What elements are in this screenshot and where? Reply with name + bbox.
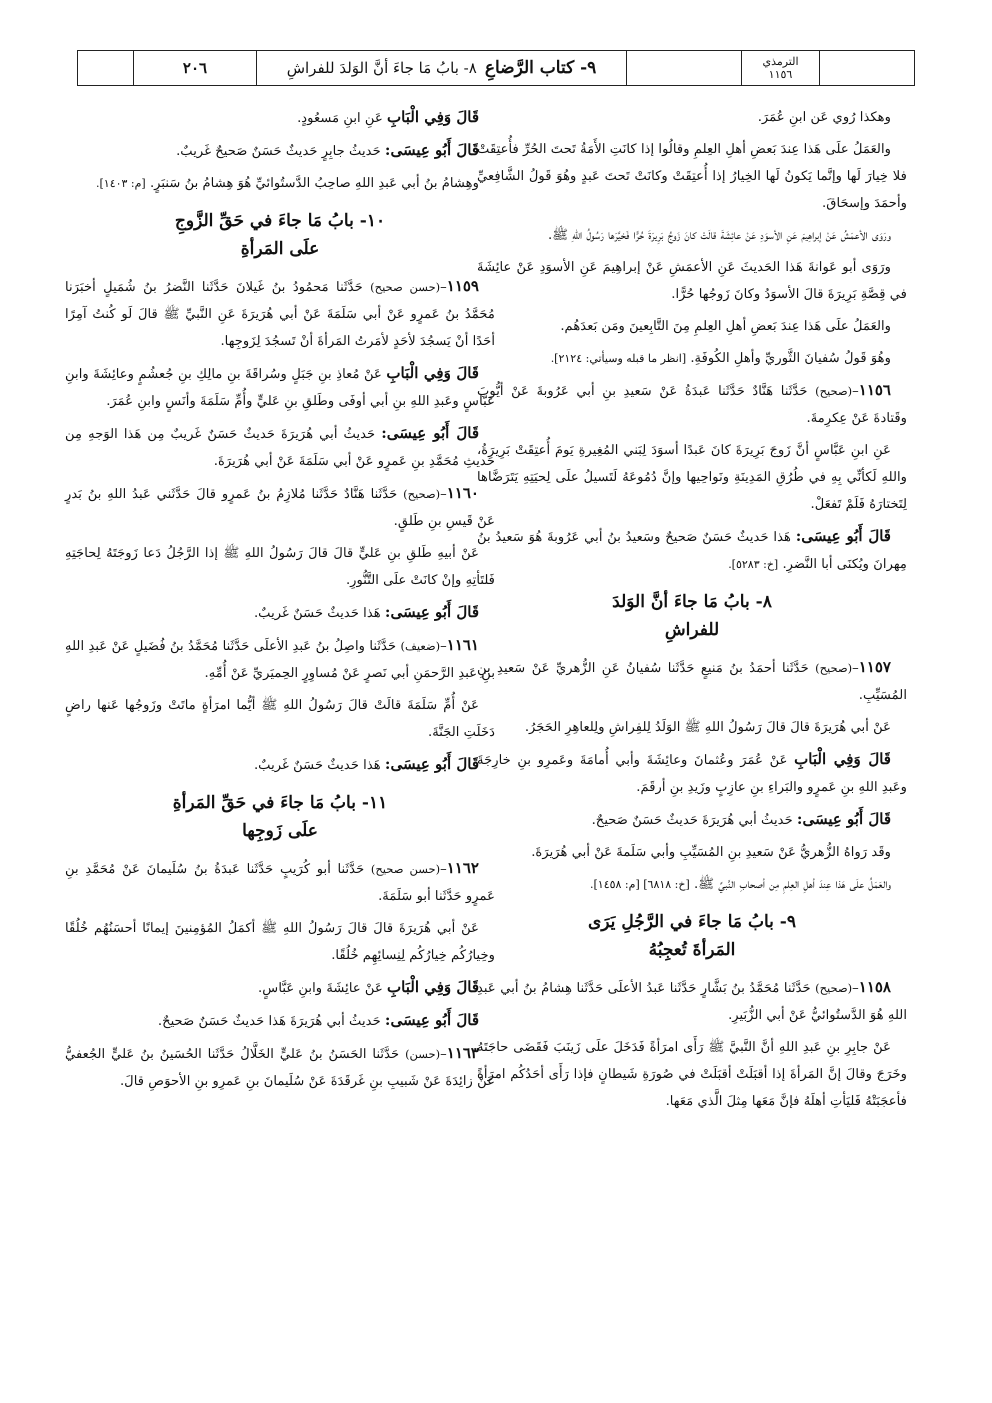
header-empty-cell-right: [819, 51, 914, 85]
chapter-heading-line: المَرأةَ تُعجِبُهُ: [648, 940, 736, 960]
hadith-matn: عَنْ أبي هُرَيرَةَ قالَ قالَ رَسُولُ اللهِ ﷺ الوَلَدُ لِلفِراشِ ولِلعاهِرِ الحَجَرُ.: [524, 720, 891, 735]
paragraph: والعَمَلُ علَى هَذا عِندَ بَعضِ أهلِ العِلمِ مِنَ التَّابِعينَ ومَن بَعدَهُم.: [560, 319, 891, 334]
bab-comment: [65, 104, 495, 132]
running-title: [256, 51, 626, 85]
comment-text: حَديثُ أبي هُرَيرَةَ حَديثٌ حَسَنٌ صَحيحٌ.: [591, 813, 793, 828]
comment-text: عَنْ عائِشَةَ وابنِ عَبَّاسٍ.: [258, 981, 383, 996]
hadith-1157: ١١٥٧–(صحيح) حَدَّثَنا أحمَدُ بنُ مَنيعٍ حَدَّثَنا سُفيانُ عَنِ الزُّهريِّ عَنْ سَعيدِ بنِ المُسَيِّبِ.: [477, 658, 907, 703]
hadith-grade: (ضعيف): [400, 639, 441, 653]
paragraph: [65, 170, 495, 197]
hadith-number: ١١٦١: [446, 636, 479, 654]
hadith-range: ١١٥٦: [768, 68, 793, 81]
reference: [انظر ما قبله وسيأتي: ٢١٢٤].: [550, 352, 687, 365]
chapter-heading-line: للفراشِ: [664, 620, 720, 640]
comment-text: حَديثُ أبي هُرَيرَةَ هَذا حَديثٌ حَسَنٌ صَحيحٌ.: [157, 1014, 381, 1029]
chapter-title: ٨- بابُ مَا جاءَ أنَّ الوَلدَ للفراشِ: [286, 59, 477, 77]
page-header: [77, 50, 915, 86]
hadith-1162: ١١٦٢–(حسن صحيح) حَدَّثَنا أبو كُرَيبٍ حَدَّثَنا عَبدَةُ بنُ سُلَيمانَ عَنْ مُحَمَّدِ بنِ عَمرٍو حَدَّثَنا أبو سَلَمَةَ.: [65, 859, 495, 904]
chapter-heading-line: ١٠- بابُ مَا جاءَ في حَقِّ الزَّوجِ: [174, 211, 386, 231]
source-name: الترمذي: [762, 55, 799, 68]
hadith-1160: ١١٦٠–(صحيح) حَدَّثَنا هَنَّادٌ حَدَّثَنا مُلازِمُ بنُ عَمرٍو قالَ حَدَّثَني عَبدُ اللهِ بنُ بَدرٍ عَنْ قَيسِ بنِ طَلقٍ.: [65, 484, 495, 529]
hadith-matn: عَنْ أبيهِ طَلقِ بنِ عَليٍّ قالَ قالَ رَسُولُ اللهِ ﷺ إذا الرَّجُلُ دَعا زَوجَتَهُ لِحاجَتِهِ فَلتَأتِهِ وإنْ كانَتْ علَى التَّنُّورِ.: [65, 546, 495, 588]
comment-text: عَنْ مُعاذِ بنِ جَبَلٍ وسُراقَةَ بنِ مالِكِ بنِ جُعشُمٍ وعائِشَةَ وابنِ عَبَّاسٍ وعَبدِ اللهِ بنِ أبي أوفَى وطَلقِ بنِ عَليٍّ وأُمِّ سَلَمَةَ وأنَسٍ وابنِ عُمَرَ.: [65, 367, 495, 409]
hadith-reference: [741, 51, 819, 85]
hadith-matn: عَنْ أُمِّ سَلَمَةَ قالَتْ قالَ رَسُولُ اللهِ ﷺ أيُّما امرَأةٍ ماتَتْ وزَوجُها عَنها راضٍ دَخَلَتِ الجَنَّةَ.: [65, 698, 495, 740]
hadith-grade: (حسن): [405, 1047, 441, 1061]
abu-isa-label: قَالَ أَبُو عِيسَى:: [796, 810, 891, 828]
hadith-isnad: حَدَّثَنا هَنَّادٌ حَدَّثَنا عَبدَةُ عَنْ سَعيدِ بنِ أبي عَرُوبةَ عَنْ أيُّوبَ وقَتادةَ عَنْ عِكرِمةَ.: [477, 384, 907, 426]
hadith-number: ١١٦٣: [446, 1044, 479, 1062]
hadith-isnad: حَدَّثَنا أبو كُرَيبٍ حَدَّثَنا عَبدَةُ بنُ سُلَيمانَ عَنْ مُحَمَّدِ بنِ عَمرٍو حَدَّثَنا أبو سَلَمَةَ.: [65, 862, 495, 904]
hadith-grade: (حسن صحيح): [370, 862, 441, 876]
bab-label: قَالَ وَفِي الْبَابِ: [386, 364, 479, 382]
paragraph: والعَمَلُ علَى هَذا عِندَ بَعضِ أهلِ العِلمِ وقالُوا إذا كانَتِ الأَمَةُ تَحتَ الحُرِّ فأُعتِقَتْ فلا خِيارَ لَها وإنَّما يَكونُ لَها الخِيارُ إذا أُعتِقَتْ وكانَتْ تَحتَ عَبدٍ وهُوَ قَولُ الشَّافِعيِّ وأحمَدَ وإسحَاقَ.: [477, 142, 907, 211]
paragraph: [477, 871, 907, 898]
comment-text: عَنْ عُمَرَ وعُثمانَ وعائِشَةَ وأبي أُمامَةَ وعَمرِو بنِ خارِجَةَ وعَبدِ اللهِ بنِ عَمرٍو والبَراءِ بنِ عازِبٍ وزَيدِ بنِ أرقَمَ.: [477, 753, 907, 795]
hadith-isnad: حَدَّثَنا واصِلُ بنُ عَبدِ الأعلَى حَدَّثَنا مُحَمَّدُ بنُ فُضَيلٍ عَنْ عَبدِ اللهِ بنِ عَبدِ الرَّحمَنِ أبي نَصرٍ عَنْ مُساوِرٍ الحِميَريِّ عَنْ أُمِّهِ.: [65, 639, 495, 681]
abu-isa-comment: [65, 420, 495, 475]
abu-isa-comment: [477, 806, 907, 834]
hadith-1158: ١١٥٨–(صحيح) حَدَّثَنا مُحَمَّدُ بنُ بَشَّارٍ حَدَّثَنا عَبدُ الأعلَى حَدَّثَنا هِشامُ بنُ أبي عَبدِ اللهِ هُوَ الدَّستُوائيُّ عَنْ أبي الزُّبَيرِ.: [477, 978, 907, 1023]
header-empty-cell-middle: [626, 51, 741, 85]
hadith-isnad: حَدَّثَنا هَنَّادٌ حَدَّثَنا مُلازِمُ بنُ عَمرٍو قالَ حَدَّثَني عَبدُ اللهِ بنُ بَدرٍ عَنْ قَيسِ بنِ طَلقٍ.: [65, 487, 495, 529]
hadith-isnad: حَدَّثَنا مَحمُودُ بنُ غَيلانَ حَدَّثَنا النَّضرُ بنُ شُمَيلٍ أخبَرَنا مُحَمَّدُ بنُ عَمرٍو عَنْ أبي سَلَمَةَ عَنْ أبي هُرَيرَةَ عَنِ النَّبيِّ ﷺ قالَ لَو كُنتُ آمِرًا أحَدًا أنْ يَسجُدَ لأحَدٍ لأمَرتُ المَرأةَ أنْ تَسجُدَ لِزَوجِها.: [65, 280, 495, 349]
bab-comment: [65, 360, 495, 415]
chapter-heading-line: ٩- بابُ مَا جاءَ في الرَّجُلِ يَرَى: [588, 912, 796, 932]
paragraph-text: وهِشامُ بنُ أبي عَبدِ اللهِ صاحِبُ الدَّستُوائيِّ هُوَ هِشامُ بنُ سَنبَرٍ.: [149, 176, 479, 191]
abu-isa-comment: [65, 751, 495, 779]
abu-isa-label: قَالَ أَبُو عِيسَى:: [384, 1011, 479, 1029]
reference: [خ: ٦٨١٨] [م: ١٤٥٨].: [590, 878, 690, 891]
paragraph-text: والعَمَلُ علَى هَذا عِندَ أهلِ العِلمِ مِن أصحابِ النَّبيِّ ﷺ.: [693, 877, 891, 892]
chapter-heading-10: [65, 207, 495, 263]
hadith-number: ١١٦٢: [446, 859, 479, 877]
reference: [خ: ٥٢٨٣].: [728, 558, 779, 571]
header-empty-cell-left: [78, 51, 133, 85]
abu-isa-label: قَالَ أَبُو عِيسَى:: [384, 141, 479, 159]
hadith-matn: عَنْ جابِرِ بنِ عَبدِ اللهِ أنَّ النَّبيَّ ﷺ رَأَى امرَأةً فَدَخَلَ علَى زَينَبَ فَقَضَى حاجَتَهُ وخَرَجَ وقالَ إنَّ المَرأةَ إذا أقبَلَتْ أقبَلَتْ في صُورَةِ شَيطانٍ فإذا رَأَى أحَدُكُم امرَأةً فأعجَبَتْهُ فَليَأتِ أهلَهُ فإنَّ مَعَها مِثلَ الَّذي مَعَها.: [477, 1040, 907, 1109]
hadith-grade: (صحيح): [815, 981, 853, 995]
hadith-number: ١١٥٨: [858, 978, 891, 996]
hadith-matn: عَنْ أبي هُرَيرَةَ قالَ قالَ رَسُولُ اللهِ ﷺ أكمَلُ المُؤمِنينَ إيمانًا أحسَنُهُم خُلُقًا وخِيارُكُم خِيارُكُم لِنِسائِهِم خُلُقًا.: [65, 921, 495, 963]
hadith-grade: (صحيح): [815, 661, 853, 675]
hadith-number: ١١٥٩: [446, 277, 479, 295]
comment-text: حَديثُ أبي هُرَيرَةَ حَديثٌ حَسَنٌ غَريبٌ مِن هَذا الوَجهِ مِن حَديثِ مُحَمَّدِ بنِ عَمرٍو عَنْ أبي سَلَمَةَ عَنْ أبي هُرَيرَةَ.: [65, 427, 495, 469]
left-column: [65, 104, 495, 1100]
comment-text: هَذا حَديثٌ حَسَنٌ صَحيحٌ وسَعيدُ بنُ أبي عَرُوبةَ هُوَ سَعيدُ بنُ مِهرانَ ويُكنَى أبا النَّضرِ.: [477, 530, 907, 572]
abu-isa-comment: [477, 523, 907, 578]
abu-isa-comment: [65, 137, 495, 165]
paragraph: وهكذا رُوي عَن ابنِ عُمَرَ.: [757, 110, 891, 125]
bab-label: قَالَ وَفِي الْبَابِ: [794, 750, 891, 768]
book-title: ٩- كتاب الرَّضاعِ: [484, 58, 597, 78]
paragraph: ورَوَى الأعمَشُ عَنْ إبراهِيمَ عَنِ الأسوَدِ عَنْ عائِشَةَ قالَتْ كانَ زَوجُ بَرِيرَةَ حُرًّا فَخيَّرَها رَسُولُ اللهِ ﷺ.: [547, 228, 891, 243]
bab-comment: [65, 974, 495, 1002]
chapter-heading-11: [65, 789, 495, 845]
hadith-grade: (صحيح): [815, 384, 853, 398]
abu-isa-label: قَالَ أَبُو عِيسَى:: [795, 527, 891, 545]
hadith-1161: ١١٦١–(ضعيف) حَدَّثَنا واصِلُ بنُ عَبدِ الأعلَى حَدَّثَنا مُحَمَّدُ بنُ فُضَيلٍ عَنْ عَبدِ اللهِ بنِ عَبدِ الرَّحمَنِ أبي نَصرٍ عَنْ مُساوِرٍ الحِميَريِّ عَنْ أُمِّهِ.: [65, 636, 495, 681]
abu-isa-comment: [65, 1007, 495, 1035]
comment-text: عَنِ ابنِ مَسعُودٍ.: [297, 111, 383, 126]
paragraph: وقَد رَواهُ الزُّهريُّ عَنْ سَعيدِ بنِ المُسَيِّبِ وأبي سَلَمةَ عَنْ أبي هُرَيرَةَ.: [531, 845, 891, 860]
abu-isa-label: قَالَ أَبُو عِيسَى:: [384, 603, 479, 621]
bab-label: قَالَ وَفِي الْبَابِ: [387, 978, 479, 996]
chapter-heading-8: [477, 588, 907, 644]
bab-label: قَالَ وَفِي الْبَابِ: [387, 108, 479, 126]
chapter-heading-line: علَى المَرأةِ: [240, 239, 320, 259]
hadith-1159: ١١٥٩–(حسن صحيح) حَدَّثَنا مَحمُودُ بنُ غَيلانَ حَدَّثَنا النَّضرُ بنُ شُمَيلٍ أخبَرَنا مُحَمَّدُ بنُ عَمرٍو عَنْ أبي سَلَمَةَ عَنْ أبي هُرَيرَةَ عَنِ النَّبيِّ ﷺ قالَ لَو كُنتُ آمِرًا أحَدًا أنْ يَسجُدَ لأحَدٍ لأمَرتُ المَرأةَ أنْ تَسجُدَ لِزَوجِها.: [65, 277, 495, 349]
hadith-isnad: حَدَّثَنا أحمَدُ بنُ مَنيعٍ حَدَّثَنا سُفيانُ عَنِ الزُّهريِّ عَنْ سَعيدِ بنِ المُسَيِّبِ.: [477, 661, 907, 703]
abu-isa-label: قَالَ أَبُو عِيسَى:: [384, 755, 479, 773]
comment-text: هَذا حَديثٌ حَسَنٌ غَريبٌ.: [253, 606, 381, 621]
paragraph-text: وهُوَ قَولُ سُفيانَ الثَّوريِّ وأهلِ الكُوفَةِ.: [690, 351, 891, 366]
hadith-1156: ١١٥٦–(صحيح) حَدَّثَنا هَنَّادٌ حَدَّثَنا عَبدَةُ عَنْ سَعيدِ بنِ أبي عَرُوبةَ عَنْ أيُّوبَ وقَتادةَ عَنْ عِكرِمةَ.: [477, 381, 907, 426]
hadith-number: ١١٥٧: [858, 658, 891, 676]
hadith-grade: (حسن صحيح): [370, 280, 441, 294]
paragraph: [477, 345, 907, 372]
chapter-heading-line: ٨- بابُ مَا جاءَ أنَّ الوَلدَ: [612, 592, 772, 612]
reference: [م: ١٤٠٣].: [95, 177, 146, 190]
right-column: [477, 104, 907, 1120]
paragraph: ورَوَى أبو عَوانةَ هَذا الحَديثَ عَنِ الأعمَشِ عَنْ إبراهِيمَ عَنِ الأسوَدِ عَنْ عائِشَةَ في قِصَّةِ بَرِيرَةَ قالَ الأسوَدُ وكانَ زَوجُها حُرًّا.: [477, 260, 907, 302]
chapter-heading-line: علَى زَوجِها: [242, 821, 318, 841]
hadith-isnad: حَدَّثَنا مُحَمَّدُ بنُ بَشَّارٍ حَدَّثَنا عَبدُ الأعلَى حَدَّثَنا هِشامُ بنُ أبي عَبدِ اللهِ هُوَ الدَّستُوائيُّ عَنْ أبي الزُّبَيرِ.: [477, 981, 907, 1023]
comment-text: حَديثُ جابِرٍ حَديثٌ حَسَنٌ صَحيحٌ غَريبٌ.: [176, 144, 381, 159]
bab-comment: [477, 746, 907, 801]
hadith-number: ١١٥٦: [858, 381, 891, 399]
chapter-heading-line: ١١- بابُ مَا جاءَ في حَقِّ المَرأةِ: [172, 793, 388, 813]
hadith-isnad: حَدَّثَنا الحَسَنُ بنُ عَليٍّ الخَلَّالُ حَدَّثَنا الحُسَينُ بنُ عَليٍّ الجُعفيُّ عَنْ زائِدَةَ عَنْ شَبيبِ بنِ غَرقَدَةَ عَنْ سُلَيمانَ بنِ عَمرِو بنِ الأحوَصِ قالَ.: [65, 1047, 495, 1089]
hadith-matn: عَنِ ابنِ عَبَّاسٍ أنَّ زَوجَ بَرِيرَةَ كانَ عَبدًا أسوَدَ لِبَني المُغِيرةِ يَومَ أُعتِقَتْ بَرِيرَةُ، واللهِ لَكأنِّي بِهِ في طُرُقِ المَدِينَةِ ونَواحِيها وإنَّ دُمُوعَهُ لَتَسيلُ علَى لِحيَتِهِ يَتَرَضَّاها لِتَختارَهُ فَلَمْ تَفعَلْ.: [477, 443, 907, 512]
chapter-heading-9: [477, 908, 907, 964]
abu-isa-comment: [65, 599, 495, 627]
hadith-number: ١١٦٠: [446, 484, 479, 502]
hadith-grade: (صحيح): [403, 487, 441, 501]
abu-isa-label: قَالَ أَبُو عِيسَى:: [381, 424, 479, 442]
page-number: ٢٠٦: [133, 51, 256, 85]
comment-text: هَذا حَديثٌ حَسَنٌ غَريبٌ.: [253, 758, 381, 773]
hadith-1163: ١١٦٣–(حسن) حَدَّثَنا الحَسَنُ بنُ عَليٍّ الخَلَّالُ حَدَّثَنا الحُسَينُ بنُ عَليٍّ الجُعفيُّ عَنْ زائِدَةَ عَنْ شَبيبِ بنِ غَرقَدَةَ عَنْ سُلَيمانَ بنِ عَمرِو بنِ الأحوَصِ قالَ.: [65, 1044, 495, 1089]
